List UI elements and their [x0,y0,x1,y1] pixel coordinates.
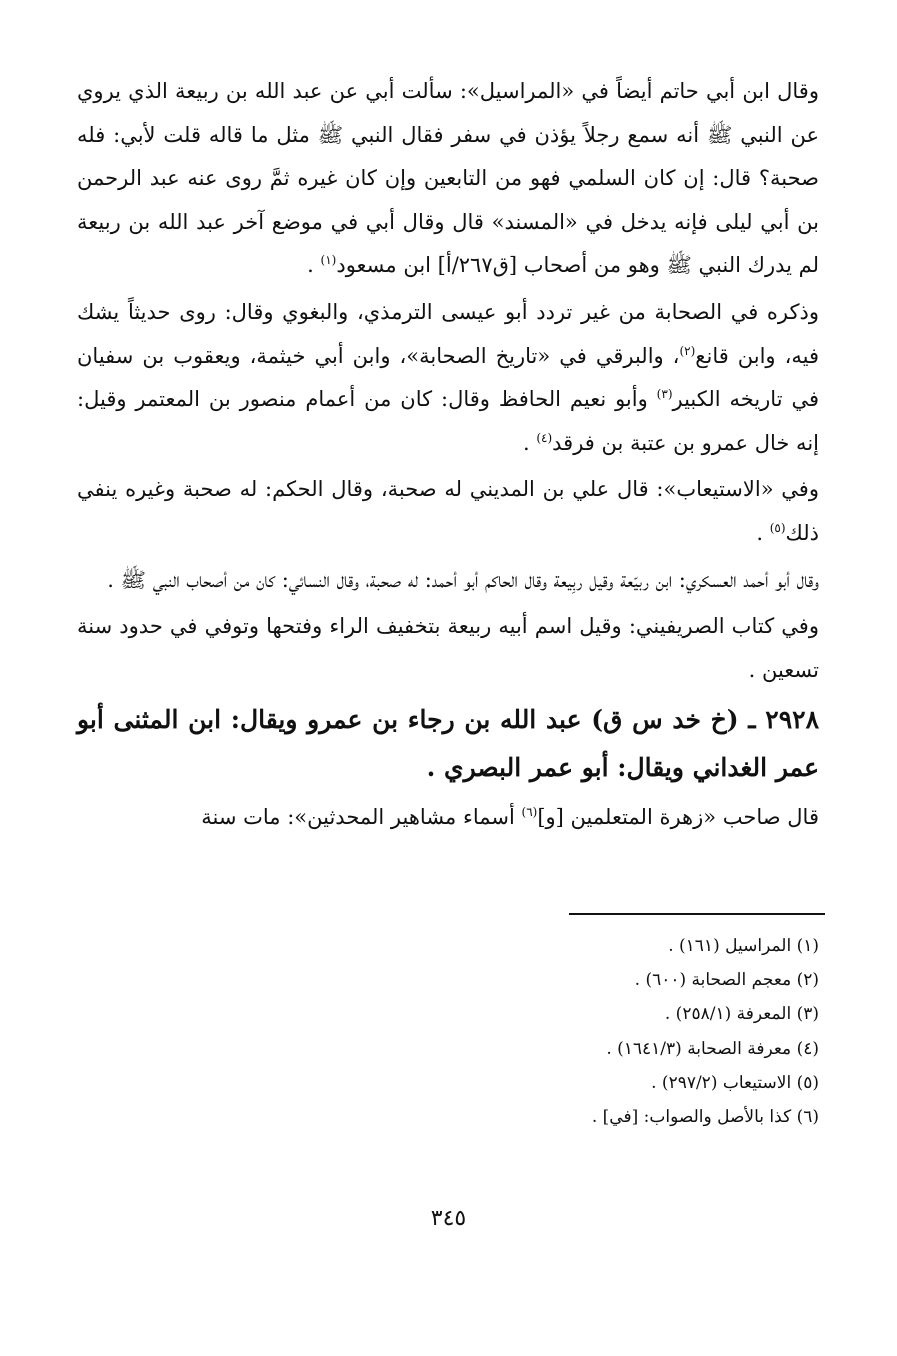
paragraph-4: وقال أبو أحمد العسكري: ابن ربيّعة وقيل ربِيعة وقال الحاكم أبو أحمد: له صحبة، وقال النسائي: كان من أصحاب النبي ﷺ . [107,567,819,592]
paragraph-2: وذكره في الصحابة من غير تردد أبو عيسى الترمذي، والبغوي وقال: روى حديثاً يشك فيه، وابن قانع$^{(٢)}$، والبرقي في «تاريخ الصحابة»، وابن أبي خيثمة، ويعقوب بن سفيان في تاريخه الكبير$^{(٣)}$ وأبو نعيم الحافظ وقال: كان من أعمام منصور بن المعتمر وقيل: إنه خال عمرو بن عتبة بن فرقد$^{(٤)}$ . [77,299,820,455]
footnote-5: (٥) الاستيعاب (٢٩٧/٢) . [651,1072,819,1093]
footnote-ref-6: (٦) [521,805,538,820]
paragraph-3: وفي «الاستيعاب»: قال علي بن المديني له صحبة، وقال الحكم: له صحبة وغيره ينفي ذلك$^{(٥)}$ . [77,477,819,545]
paragraph-1: وقال ابن أبي حاتم أيضاً في «المراسيل»: سألت أبي عن عبد الله بن ربيعة الذي يروي عن النبي ﷺ أنه سمع رجلاً يؤذن في سفر فقال النبي ﷺ مثل ما قاله قلت لأبي: فله صحبة؟ قال: إن كان السلمي فهو من التابعين وإن كان غيره ثمَّ روى عنه عبد الرحمن بن أبي ليلى فإنه يدخل في «المسند» قال وقال أبي في موضع آخر عبد الله بن ربيعة لم يدرك النبي ﷺ وهو من أصحاب [ق٢٦٧/أ] ابن مسعود$^{(١)}$ . [77,79,819,278]
footnote-2: (٢) معجم الصحابة (٦٠٠) . [634,970,819,991]
page-number: ٣٤٥ [430,1206,467,1231]
footnotes [77,929,819,1134]
paragraph-6: قال صاحب «زهرة المتعلمين [و]$^{(٦)}$ أسماء مشاهير المحدثين»: مات سنة [201,805,819,830]
footnote-ref-3: (٣) [656,387,673,402]
footnote-ref-4: (٤) [536,430,553,445]
footnote-3: (٣) المعرفة (٢٥٨/١) . [664,1004,819,1025]
footnote-4: (٤) معرفة الصحابة (١٦٤١/٣) . [606,1038,819,1059]
footnote-ref-1: (١) [320,253,337,268]
paragraph-5: وفي كتاب الصريفيني: وقيل اسم أبيه ربيعة بتخفيف الراء وفتحها وتوفي في حدود سنة تسعين . [77,614,819,682]
footnote-1: (١) المراسيل (١٦١) . [668,936,819,956]
footnote-6: (٦) كذا بالأصل والصواب: [في] . [591,1107,819,1128]
footnote-ref-2: (٢) [679,343,696,358]
entry-heading: ٢٩٢٨ ـ (خ خد س ق) عبد الله بن رجاء بن عمرو ويقال: ابن المثنى أبو عمر الغداني ويقال: أبو عمر البصري . [77,705,819,783]
main-text [77,70,819,843]
paragraph-1-text: وقال ابن أبي حاتم أيضاً في «المراسيل»: سألت أبي عن عبد الله بن ربيعة الذي يروي عن النبي ﷺ أنه سمع رجلاً يؤذن في سفر فقال النبي ﷺ مثل ما قاله قلت لأبي: فله صحبة؟ قال: إن كان السلمي فهو من التابعين وإن كان غيره ثمَّ روى عنه عبد الرحمن بن أبي ليلى فإنه يدخل في «المسند» قال وقال أبي في موضع آخر عبد الله بن ربيعة لم يدرك النبي ﷺ وهو من أصحاب [ق٢٦٧/أ] ابن مسعود [77,79,819,278]
footnote-separator [569,913,825,915]
footnote-ref-5: (٥) [769,520,786,535]
